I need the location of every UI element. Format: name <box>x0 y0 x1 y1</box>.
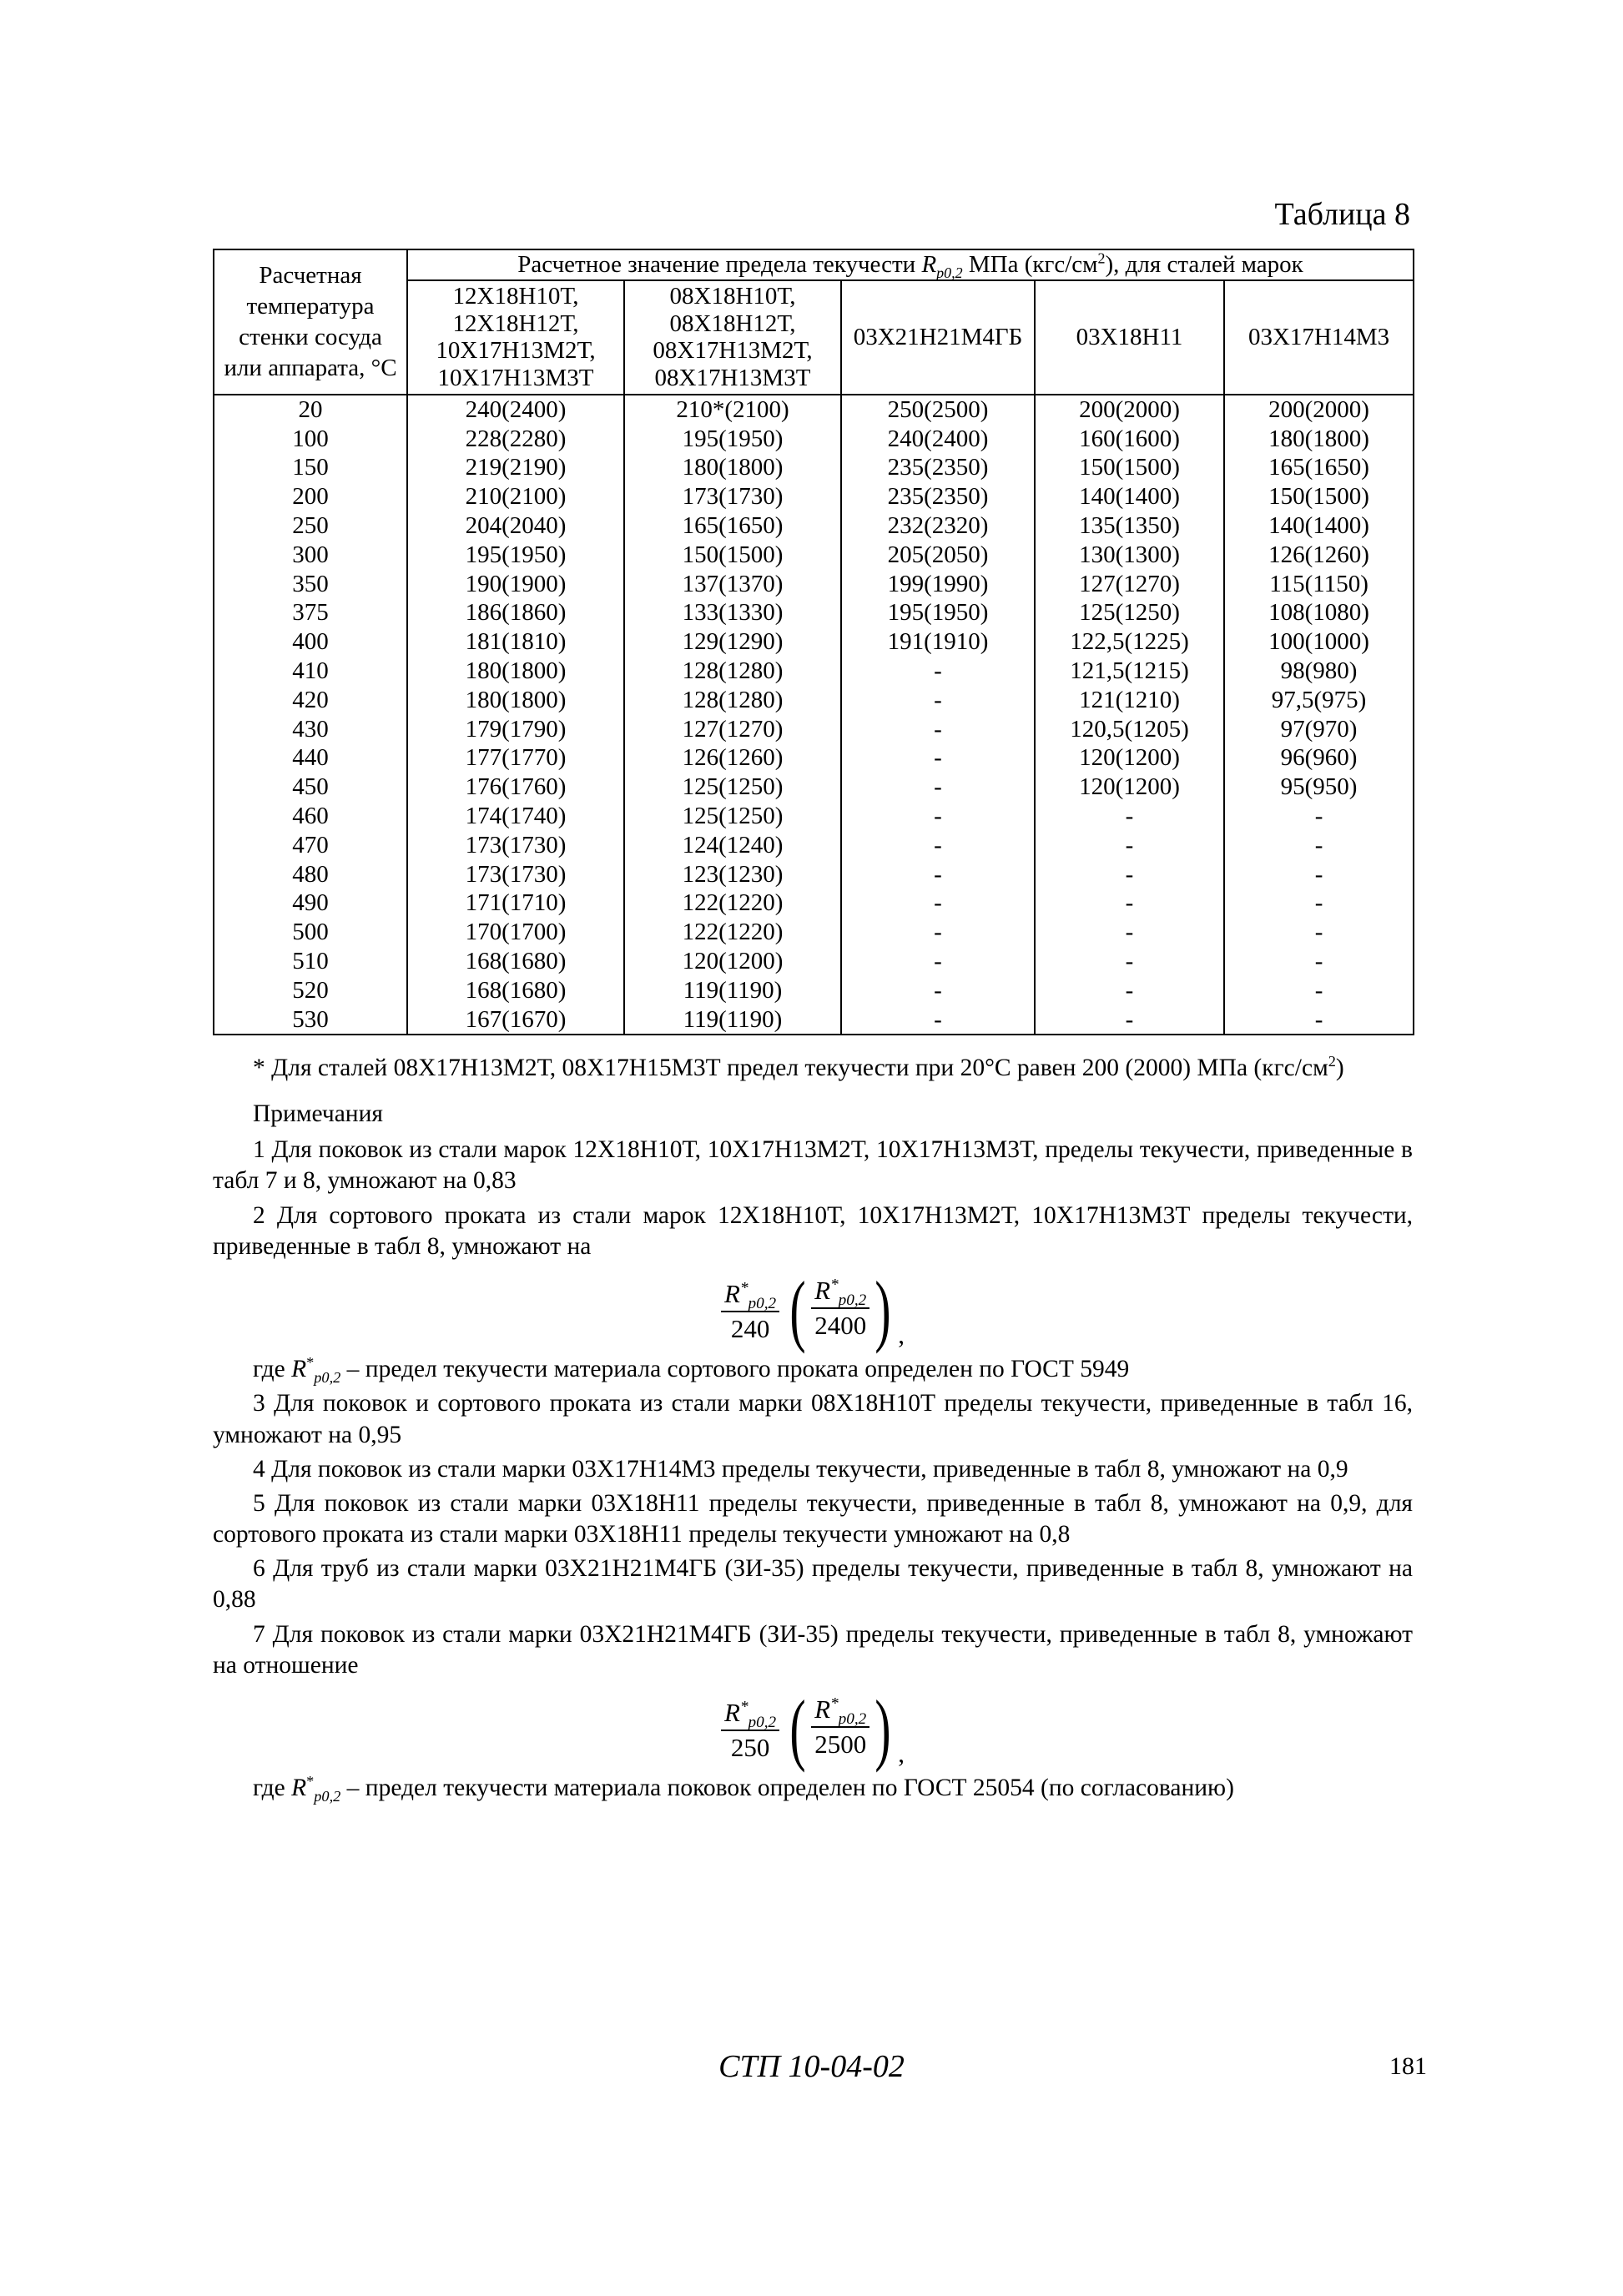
temperature-cell: 150 <box>214 453 407 482</box>
temperature-cell: 410 <box>214 657 407 686</box>
table-row <box>214 831 1414 860</box>
temperature-cell: 420 <box>214 686 407 715</box>
temperature-cell: 480 <box>214 860 407 889</box>
yield-value-cell: - <box>1035 860 1224 889</box>
table-row <box>214 453 1414 482</box>
yield-value-cell: 180(1800) <box>407 657 624 686</box>
temperature-cell: 200 <box>214 482 407 511</box>
yield-value-cell: 125(1250) <box>1035 598 1224 627</box>
yield-value-cell: 97,5(975) <box>1224 686 1414 715</box>
temperature-cell: 300 <box>214 541 407 570</box>
where-1: где $R^*_{p0,2}$ – предел текучести материала сортового проката определен по ГОСТ 5949 <box>253 1354 1130 1387</box>
yield-value-cell: 191(1910) <box>841 627 1035 657</box>
note-5: 5 Для поковок из стали марки 03Х18Н11 пределы текучести, приведенные в табл 8, умножают на 0,9, для сортового проката из стали марки 03Х18Н11 пределы текучести умножают на 0,8 <box>213 1489 1413 1548</box>
yield-value-cell: 205(2050) <box>841 541 1035 570</box>
yield-value-cell: 150(1500) <box>624 541 841 570</box>
yield-value-cell: 170(1700) <box>407 918 624 947</box>
yield-value-cell: 171(1710) <box>407 889 624 918</box>
temperature-cell: 520 <box>214 976 407 1005</box>
steel-column-header: 12Х18Н10Т, 12Х18Н12Т, 10Х17Н13М2Т, 10Х17Н13М3Т <box>407 280 624 395</box>
yield-value-cell: 128(1280) <box>624 657 841 686</box>
yield-value-cell: 120(1200) <box>624 947 841 976</box>
yield-value-cell: - <box>1035 947 1224 976</box>
yield-value-cell: 140(1400) <box>1224 511 1414 541</box>
temperature-cell: 250 <box>214 511 407 541</box>
yield-value-cell: 137(1370) <box>624 570 841 599</box>
yield-value-cell: - <box>841 918 1035 947</box>
yield-value-cell: 165(1650) <box>1224 453 1414 482</box>
table-row <box>214 947 1414 976</box>
yield-value-cell: - <box>1035 889 1224 918</box>
temperature-cell: 450 <box>214 773 407 802</box>
yield-value-cell: 173(1730) <box>407 860 624 889</box>
formula-1-fraction-b: $\frac{R^*_{p0,2}}{2400}$ <box>811 1274 869 1346</box>
table-row <box>214 743 1414 773</box>
yield-value-cell: 210*(2100) <box>624 395 841 425</box>
yield-value-cell: 121,5(1215) <box>1035 657 1224 686</box>
yield-value-cell: - <box>1035 918 1224 947</box>
yield-value-cell: - <box>841 860 1035 889</box>
table-row <box>214 802 1414 831</box>
yield-value-cell: 123(1230) <box>624 860 841 889</box>
temperature-column-header: Расчетная температура стенки сосуда или аппарата, °С <box>214 249 407 395</box>
table-row <box>214 425 1414 454</box>
temperature-cell: 440 <box>214 743 407 773</box>
formula-1: $\frac{R^*_{p0,2}}{240}$ ( $\frac{R^*_{p0,2}}{2400}$ ) , <box>213 1274 1413 1346</box>
yield-value-cell: 167(1670) <box>407 1005 624 1035</box>
formula-2: $\frac{R^*_{p0,2}}{250}$ ( $\frac{R^*_{p0,2}}{2500}$ ) , <box>213 1693 1413 1765</box>
table-row <box>214 773 1414 802</box>
yield-value-cell: 96(960) <box>1224 743 1414 773</box>
yield-value-cell: - <box>841 802 1035 831</box>
table-row <box>214 657 1414 686</box>
table-row <box>214 598 1414 627</box>
yield-value-cell: 98(980) <box>1224 657 1414 686</box>
yield-value-cell: 200(2000) <box>1224 395 1414 425</box>
yield-value-cell: - <box>841 831 1035 860</box>
yield-value-cell: 173(1730) <box>624 482 841 511</box>
yield-value-cell: 168(1680) <box>407 947 624 976</box>
steel-column-header: 08Х18Н10Т, 08Х18Н12Т, 08Х17Н13М2Т, 08Х17Н13М3Т <box>624 280 841 395</box>
table-row <box>214 889 1414 918</box>
yield-value-cell: 181(1810) <box>407 627 624 657</box>
yield-value-cell: 121(1210) <box>1035 686 1224 715</box>
table-row <box>214 541 1414 570</box>
notes-heading: Примечания <box>253 1100 383 1128</box>
note-2: 2 Для сортового проката из стали марок 12Х18Н10Т, 10Х17Н13М2Т, 10Х17Н13М3Т пределы текучести, приведенные в табл 8, умножают на <box>213 1201 1413 1260</box>
yield-value-cell: - <box>1035 976 1224 1005</box>
yield-value-cell: 120(1200) <box>1035 743 1224 773</box>
table-row <box>214 511 1414 541</box>
yield-value-cell: - <box>841 889 1035 918</box>
table-label: Таблица 8 <box>1274 197 1410 232</box>
yield-value-cell: 120(1200) <box>1035 773 1224 802</box>
note-3: 3 Для поковок и сортового проката из стали марки 08Х18Н10Т пределы текучести, приведенные в табл 16, умножают на 0,95 <box>213 1390 1413 1448</box>
note-4: 4 Для поковок из стали марки 03Х17Н14М3 пределы текучести, приведенные в табл 8, умножают на 0,9 <box>253 1455 1348 1483</box>
temperature-cell: 470 <box>214 831 407 860</box>
yield-value-cell: 125(1250) <box>624 802 841 831</box>
yield-value-cell: 204(2040) <box>407 511 624 541</box>
yield-strength-table <box>213 249 1414 1035</box>
table-row <box>214 860 1414 889</box>
yield-value-cell: 235(2350) <box>841 453 1035 482</box>
yield-value-cell: 115(1150) <box>1224 570 1414 599</box>
yield-value-cell: 129(1290) <box>624 627 841 657</box>
yield-value-cell: 122,5(1225) <box>1035 627 1224 657</box>
temperature-cell: 510 <box>214 947 407 976</box>
yield-value-cell: - <box>1224 1005 1414 1035</box>
steel-group-header: Расчетное значение предела текучести $R_{p0,2}$ МПа $(кгс/см^2)$, для сталей марок <box>407 249 1414 280</box>
footnote: * Для сталей 08Х17Н13М2Т, 08Х17Н15М3Т предел текучести при 20°С равен 200 (2000) МПа $(кгс/см^2)$ <box>253 1053 1344 1081</box>
yield-value-cell: 122(1220) <box>624 918 841 947</box>
temperature-cell: 530 <box>214 1005 407 1035</box>
yield-value-cell: 130(1300) <box>1035 541 1224 570</box>
yield-value-cell: - <box>1224 889 1414 918</box>
yield-value-cell: 199(1990) <box>841 570 1035 599</box>
note-1: 1 Для поковок из стали марок 12Х18Н10Т, 10Х17Н13М2Т, 10Х17Н13М3Т, пределы текучести, приведенные в табл 7 и 8, умножают на 0,83 <box>213 1136 1413 1195</box>
document-code: СТП 10-04-02 <box>718 2049 905 2084</box>
yield-value-cell: 176(1760) <box>407 773 624 802</box>
yield-value-cell: 122(1220) <box>624 889 841 918</box>
steel-column-header: 03Х17Н14М3 <box>1224 280 1414 395</box>
yield-value-cell: - <box>841 715 1035 744</box>
temperature-cell: 20 <box>214 395 407 425</box>
yield-value-cell: 232(2320) <box>841 511 1035 541</box>
yield-value-cell: - <box>841 976 1035 1005</box>
temperature-cell: 100 <box>214 425 407 454</box>
yield-value-cell: - <box>1224 860 1414 889</box>
where-2: где $R^*_{p0,2}$ – предел текучести материала поковок определен по ГОСТ 25054 (по согласованию) <box>253 1773 1234 1805</box>
temperature-cell: 490 <box>214 889 407 918</box>
yield-value-cell: 177(1770) <box>407 743 624 773</box>
yield-value-cell: - <box>841 773 1035 802</box>
table-row <box>214 686 1414 715</box>
table-row <box>214 570 1414 599</box>
yield-value-cell: 180(1800) <box>1224 425 1414 454</box>
formula-1-parenthesis: ( $\frac{R^*_{p0,2}}{2400}$ ) <box>789 1264 891 1354</box>
yield-value-cell: 150(1500) <box>1035 453 1224 482</box>
yield-value-cell: 97(970) <box>1224 715 1414 744</box>
yield-value-cell: 133(1330) <box>624 598 841 627</box>
yield-value-cell: 160(1600) <box>1035 425 1224 454</box>
yield-value-cell: 180(1800) <box>624 453 841 482</box>
yield-value-cell: 195(1950) <box>841 598 1035 627</box>
steel-column-header: 03Х18Н11 <box>1035 280 1224 395</box>
yield-value-cell: - <box>1035 1005 1224 1035</box>
yield-value-cell: - <box>841 947 1035 976</box>
yield-value-cell: 126(1260) <box>624 743 841 773</box>
yield-value-cell: 120,5(1205) <box>1035 715 1224 744</box>
table-body <box>214 395 1414 1035</box>
notes-section <box>213 1053 1413 1804</box>
table-row <box>214 715 1414 744</box>
yield-value-cell: 95(950) <box>1224 773 1414 802</box>
yield-value-cell: 100(1000) <box>1224 627 1414 657</box>
table-row <box>214 976 1414 1005</box>
table-row <box>214 395 1414 425</box>
yield-value-cell: 235(2350) <box>841 482 1035 511</box>
yield-value-cell: 168(1680) <box>407 976 624 1005</box>
yield-value-cell: - <box>841 1005 1035 1035</box>
yield-value-cell: 119(1190) <box>624 1005 841 1035</box>
yield-value-cell: 240(2400) <box>407 395 624 425</box>
formula-2-fraction-a: $\frac{R^*_{p0,2}}{250}$ <box>721 1696 779 1765</box>
yield-value-cell: - <box>841 657 1035 686</box>
note-6: 6 Для труб из стали марки 03Х21Н21М4ГБ (ЗИ-35) пределы текучести, приведенные в табл 8, умножают на 0,88 <box>213 1555 1413 1614</box>
temperature-cell: 430 <box>214 715 407 744</box>
yield-value-cell: 126(1260) <box>1224 541 1414 570</box>
yield-value-cell: - <box>1224 802 1414 831</box>
yield-value-cell: 200(2000) <box>1035 395 1224 425</box>
yield-value-cell: 124(1240) <box>624 831 841 860</box>
yield-value-cell: - <box>1224 918 1414 947</box>
yield-value-cell: 195(1950) <box>407 541 624 570</box>
yield-value-cell: - <box>1224 947 1414 976</box>
yield-value-cell: 190(1900) <box>407 570 624 599</box>
yield-value-cell: 127(1270) <box>1035 570 1224 599</box>
yield-value-cell: 179(1790) <box>407 715 624 744</box>
yield-value-cell: 150(1500) <box>1224 482 1414 511</box>
temperature-cell: 350 <box>214 570 407 599</box>
yield-value-cell: 125(1250) <box>624 773 841 802</box>
yield-value-cell: 140(1400) <box>1035 482 1224 511</box>
yield-value-cell: 173(1730) <box>407 831 624 860</box>
yield-value-cell: - <box>841 743 1035 773</box>
yield-value-cell: 186(1860) <box>407 598 624 627</box>
yield-value-cell: 165(1650) <box>624 511 841 541</box>
yield-value-cell: 127(1270) <box>624 715 841 744</box>
yield-value-cell: 250(2500) <box>841 395 1035 425</box>
yield-value-cell: - <box>1035 831 1224 860</box>
temperature-cell: 460 <box>214 802 407 831</box>
table-row <box>214 627 1414 657</box>
yield-value-cell: - <box>1224 976 1414 1005</box>
yield-value-cell: 228(2280) <box>407 425 624 454</box>
temperature-cell: 375 <box>214 598 407 627</box>
formula-2-parenthesis: ( $\frac{R^*_{p0,2}}{2500}$ ) <box>789 1683 891 1773</box>
yield-value-cell: 210(2100) <box>407 482 624 511</box>
table-row <box>214 1005 1414 1035</box>
formula-1-fraction-a: $\frac{R^*_{p0,2}}{240}$ <box>721 1277 779 1347</box>
yield-value-cell: - <box>1224 831 1414 860</box>
yield-value-cell: 128(1280) <box>624 686 841 715</box>
formula-2-fraction-b: $\frac{R^*_{p0,2}}{2500}$ <box>811 1693 869 1765</box>
yield-value-cell: 195(1950) <box>624 425 841 454</box>
table-row <box>214 918 1414 947</box>
temperature-cell: 400 <box>214 627 407 657</box>
yield-value-cell: 219(2190) <box>407 453 624 482</box>
yield-value-cell: - <box>841 686 1035 715</box>
yield-value-cell: 174(1740) <box>407 802 624 831</box>
yield-value-cell: 180(1800) <box>407 686 624 715</box>
yield-value-cell: 135(1350) <box>1035 511 1224 541</box>
yield-value-cell: - <box>1035 802 1224 831</box>
temperature-cell: 500 <box>214 918 407 947</box>
note-7: 7 Для поковок из стали марки 03Х21Н21М4ГБ (ЗИ-35) пределы текучести, приведенные в табл 8, умножают на отношение <box>213 1620 1413 1679</box>
yield-value-cell: 119(1190) <box>624 976 841 1005</box>
yield-value-cell: 108(1080) <box>1224 598 1414 627</box>
yield-value-cell: 240(2400) <box>841 425 1035 454</box>
table-row <box>214 482 1414 511</box>
steel-column-header: 03Х21Н21М4ГБ <box>841 280 1035 395</box>
page-number: 181 <box>1389 2052 1427 2080</box>
